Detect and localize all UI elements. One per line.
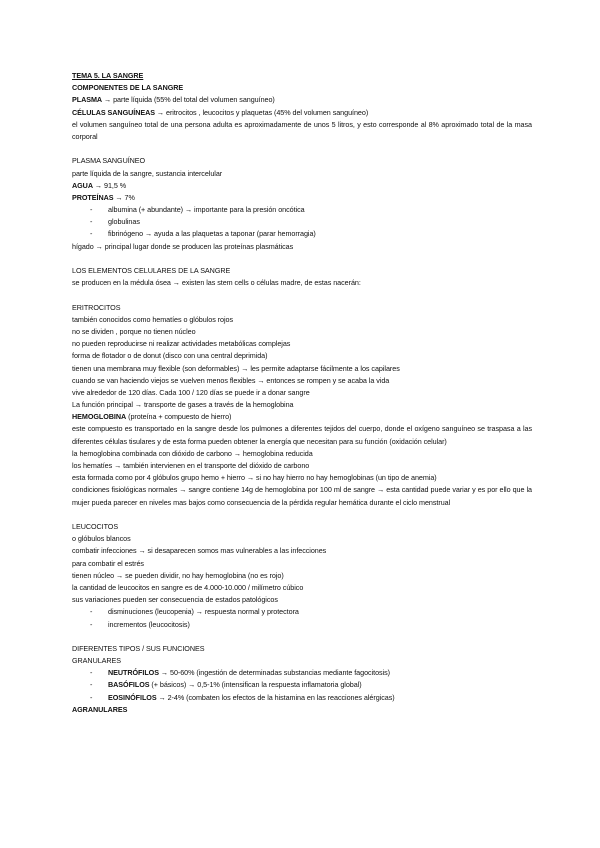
dash-bullet-icon: - xyxy=(90,217,93,227)
agua-text: → 91,5 % xyxy=(92,180,127,190)
text-line: los hematíes → también intervienen en el transporte del dióxido de carbono xyxy=(72,461,310,471)
dash-bullet-icon: - xyxy=(90,668,93,678)
dash-bullet-icon: - xyxy=(90,619,93,629)
list-item xyxy=(72,619,532,631)
hemoglobina-text: (proteína + compuesto de hierro) xyxy=(126,412,232,422)
text-line: esta formada como por 4 glóbulos grupo hemo + hierro → si no hay hierro no hay hemoglobinas (un tipo de anemia) xyxy=(72,473,437,483)
list-item xyxy=(72,606,532,618)
plasma-text: → parte líquida (55% del total del volumen sanguíneo) xyxy=(102,95,275,105)
text-line: combatir infecciones → si desaparecen somos mas vulnerables a las infecciones xyxy=(72,546,327,556)
list-item xyxy=(72,667,532,679)
agua-label: AGUA xyxy=(72,180,93,190)
document-page xyxy=(72,70,532,716)
text-line: también conocidos como hematíes o glóbulos rojos xyxy=(72,314,234,324)
dash-bullet-icon: - xyxy=(90,692,93,702)
cell-type-text: → 50-60% (ingestión de determinadas substancias mediante fagocitosis) xyxy=(158,668,390,678)
text-line: tienen una membrana muy flexible (son deformables) → les permite adaptarse fácilmente a los capilares xyxy=(72,363,400,373)
celulas-definition xyxy=(72,107,532,119)
text-line: o glóbulos blancos xyxy=(72,534,131,544)
list-item-text: albumina (+ abundante) → importante para la presión oncótica xyxy=(108,205,305,215)
text-line: no se dividen , porque no tienen núcleo xyxy=(72,326,196,336)
celulas-label: CÉLULAS SANGUÍNEAS xyxy=(72,107,155,117)
section-heading-elementos: LOS ELEMENTOS CELULARES DE LA SANGRE xyxy=(72,266,231,276)
list-item xyxy=(72,204,532,216)
proteinas-line xyxy=(72,192,532,204)
proteinas-label: PROTEÍNAS xyxy=(72,192,114,202)
condiciones-paragraph: condiciones fisiológicas normales → sangre contiene 14g de hemoglobina por 100 ml de sangre → esta cantidad puede variar y es por ello que la mujer pueda parecer en niveles mas bajos como consecuencia de la pérdida regular hemática durante el ciclo menstrual xyxy=(72,485,532,507)
agua-line xyxy=(72,180,532,192)
dash-bullet-icon: - xyxy=(90,607,93,617)
text-line: forma de flotador o de donut (disco con una central deprimida) xyxy=(72,351,268,361)
plasma-line: parte líquida de la sangre, sustancia intercelular xyxy=(72,168,223,178)
section-heading-plasma: PLASMA SANGUÍNEO xyxy=(72,156,146,166)
text-line: La función principal → transporte de gases a través de la hemoglobina xyxy=(72,400,294,410)
list-item-text: disminuciones (leucopenia) → respuesta normal y protectora xyxy=(108,607,299,617)
section-heading-tipos: DIFERENTES TIPOS / SUS FUNCIONES xyxy=(72,643,205,653)
cell-type-label: EOSINÓFILOS xyxy=(108,692,157,702)
volumen-paragraph: el volumen sanguíneo total de una persona adulta es aproximadamente de unos 5 litros, y esto corresponde al 8% aproximado total de la masa corporal xyxy=(72,119,532,141)
plasma-definition xyxy=(72,94,532,106)
dash-bullet-icon: - xyxy=(90,205,93,215)
list-item xyxy=(72,216,532,228)
section-heading-leucocitos: LEUCOCITOS xyxy=(72,522,119,532)
list-item-text: globulinas xyxy=(108,217,140,227)
dash-bullet-icon: - xyxy=(90,229,93,239)
list-item xyxy=(72,692,532,704)
list-item xyxy=(72,679,532,691)
text-line: vive alrededor de 120 días. Cada 100 / 120 días se puede ir a donar sangre xyxy=(72,387,310,397)
list-item-text: incrementos (leucocitosis) xyxy=(108,619,190,629)
list-item xyxy=(72,228,532,240)
agranulares-heading: AGRANULARES xyxy=(72,704,128,714)
text-line: la cantidad de leucocitos en sangre es de 4.000-10.000 / milímetro cúbico xyxy=(72,582,304,592)
section-heading-componentes: COMPONENTES DE LA SANGRE xyxy=(72,83,184,93)
proteinas-text: → 7% xyxy=(113,192,135,202)
text-line: para combatir el estrés xyxy=(72,558,144,568)
elementos-line: se producen en la médula ósea → existen las stem cells o células madre, de estas nacerán: xyxy=(72,278,361,288)
section-heading-eritrocitos: ERITROCITOS xyxy=(72,302,121,312)
text-line: tienen núcleo → se pueden dividir, no hay hemoglobina (no es rojo) xyxy=(72,570,284,580)
text-line: sus variaciones pueden ser consecuencia de estados patológicos xyxy=(72,595,278,605)
hemoglobina-line xyxy=(72,411,532,423)
dash-bullet-icon: - xyxy=(90,680,93,690)
text-line: cuando se van haciendo viejos se vuelven menos flexibles → entonces se rompen y se acaba la vida xyxy=(72,375,390,385)
cell-type-text: (+ básicos) → 0,5-1% (intensifican la respuesta inflamatoria global) xyxy=(149,680,362,690)
celulas-text: → eritrocitos , leucocitos y plaquetas (45% del volumen sanguíneo) xyxy=(154,107,369,117)
cell-type-label: BASÓFILOS xyxy=(108,680,150,690)
text-line: la hemoglobina combinada con dióxido de carbono → hemoglobina reducida xyxy=(72,448,313,458)
higado-line: hígado → principal lugar donde se producen las proteínas plasmáticas xyxy=(72,241,294,251)
cell-type-label: NEUTRÓFILOS xyxy=(108,668,159,678)
plasma-label: PLASMA xyxy=(72,95,103,105)
cell-type-text: → 2-4% (combaten los efectos de la histamina en las reacciones alérgicas) xyxy=(156,692,395,702)
granulares-heading: GRANULARES xyxy=(72,656,122,666)
hemoglobina-paragraph: este compuesto es transportado en la sangre desde los pulmones a diferentes tejidos del cuerpo, donde el oxígeno sanguíneo se traspasa a las diferentes células tisulares y de esta forma pueden obtener la energía que necesitan para su función (oxidación celular) xyxy=(72,424,532,446)
document-title: TEMA 5. LA SANGRE xyxy=(72,71,144,80)
text-line: no pueden reproducirse ni realizar actividades metabólicas complejas xyxy=(72,339,291,349)
hemoglobina-label: HEMOGLOBINA xyxy=(72,412,127,422)
list-item-text: fibrinógeno → ayuda a las plaquetas a taponar (parar hemorragia) xyxy=(108,229,316,239)
